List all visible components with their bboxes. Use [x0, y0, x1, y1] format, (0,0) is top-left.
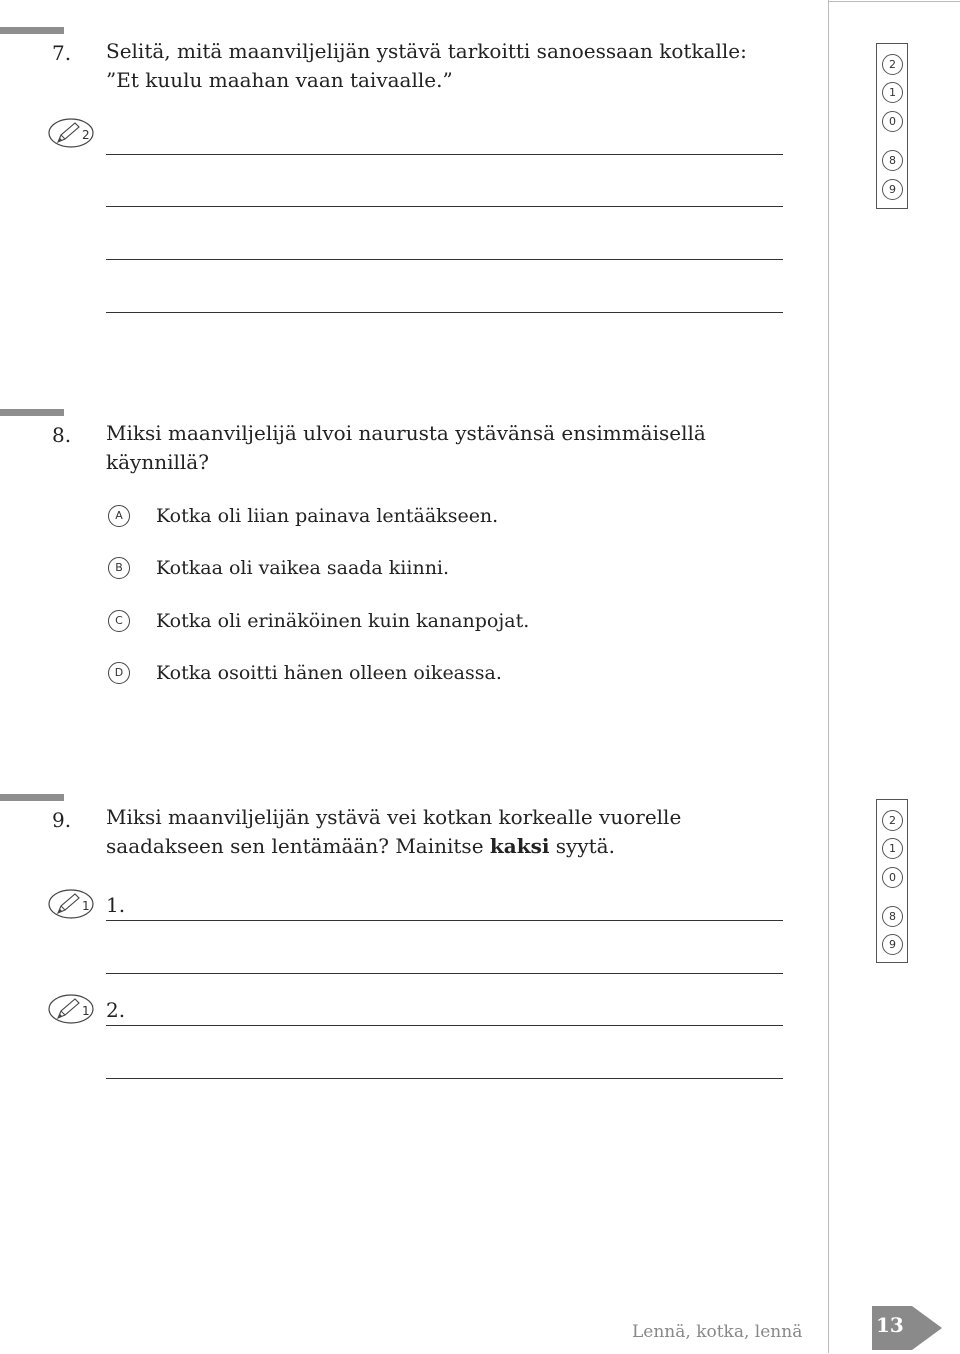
option-a-text: Kotka oli liian painava lentääkseen.: [156, 505, 499, 527]
scoring-box: [876, 799, 908, 963]
question-9-number: 9.: [52, 808, 72, 832]
option-d-text: Kotka osoitti hänen olleen oikeassa.: [156, 662, 502, 684]
question-9-line1: Miksi maanviljelijän ystävä vei kotkan korkealle vuorelle: [106, 805, 682, 829]
score-option[interactable]: 0: [882, 111, 903, 132]
margin-rule: [828, 0, 829, 1353]
answer-1-points: 1: [82, 899, 90, 913]
footer-title: Lennä, kotka, lennä: [632, 1322, 803, 1342]
question-9-bar: [0, 794, 64, 801]
score-option[interactable]: 0: [882, 867, 903, 888]
answer-1-label: 1.: [106, 893, 126, 917]
score-option[interactable]: 1: [882, 838, 903, 859]
score-option[interactable]: 9: [882, 179, 903, 200]
answer-line[interactable]: [106, 920, 783, 921]
question-8-text: [106, 419, 706, 477]
answer-2-label: 2.: [106, 998, 126, 1022]
scoring-box: [876, 43, 908, 209]
option-d-circle[interactable]: D: [108, 662, 130, 684]
score-option[interactable]: 1: [882, 82, 903, 103]
page-number: 13: [876, 1313, 904, 1337]
margin-top-rule: [828, 1, 960, 2]
answer-line[interactable]: [106, 312, 783, 313]
score-option[interactable]: 8: [882, 150, 903, 171]
question-9-text: [106, 803, 681, 861]
question-8-bar: [0, 409, 64, 416]
option-c-text: Kotka oli erinäköinen kuin kananpojat.: [156, 610, 530, 632]
option-c-circle[interactable]: C: [108, 610, 130, 632]
answer-line[interactable]: [106, 1078, 783, 1079]
answer-line[interactable]: [106, 259, 783, 260]
option-a-circle[interactable]: A: [108, 505, 130, 527]
score-option[interactable]: 9: [882, 934, 903, 955]
score-option[interactable]: 8: [882, 906, 903, 927]
emphasis: kaksi: [489, 834, 550, 858]
answer-2-points: 1: [82, 1004, 90, 1018]
option-b-text: Kotkaa oli vaikea saada kiinni.: [156, 557, 450, 579]
question-7-number: 7.: [52, 41, 72, 65]
answer-line[interactable]: [106, 154, 783, 155]
question-8-line1: Miksi maanviljelijä ulvoi naurusta ystävänsä ensimmäisellä: [106, 421, 706, 445]
question-7-bar: [0, 27, 64, 34]
option-b-circle[interactable]: B: [108, 557, 130, 579]
score-option[interactable]: 2: [882, 54, 903, 75]
score-option[interactable]: 2: [882, 810, 903, 831]
question-7-points: 2: [82, 128, 90, 142]
question-8-number: 8.: [52, 423, 72, 447]
question-7-text: [106, 37, 747, 95]
answer-line[interactable]: [106, 973, 783, 974]
question-7-line2: ”Et kuulu maahan vaan taivaalle.”: [106, 68, 453, 92]
question-7-line1: Selitä, mitä maanviljelijän ystävä tarkoitti sanoessaan kotkalle:: [106, 39, 747, 63]
answer-line[interactable]: [106, 206, 783, 207]
question-8-line2: käynnillä?: [106, 450, 209, 474]
question-9-line2: saadakseen sen lentämään? Mainitse kaksi syytä.: [106, 834, 615, 858]
answer-line[interactable]: [106, 1025, 783, 1026]
